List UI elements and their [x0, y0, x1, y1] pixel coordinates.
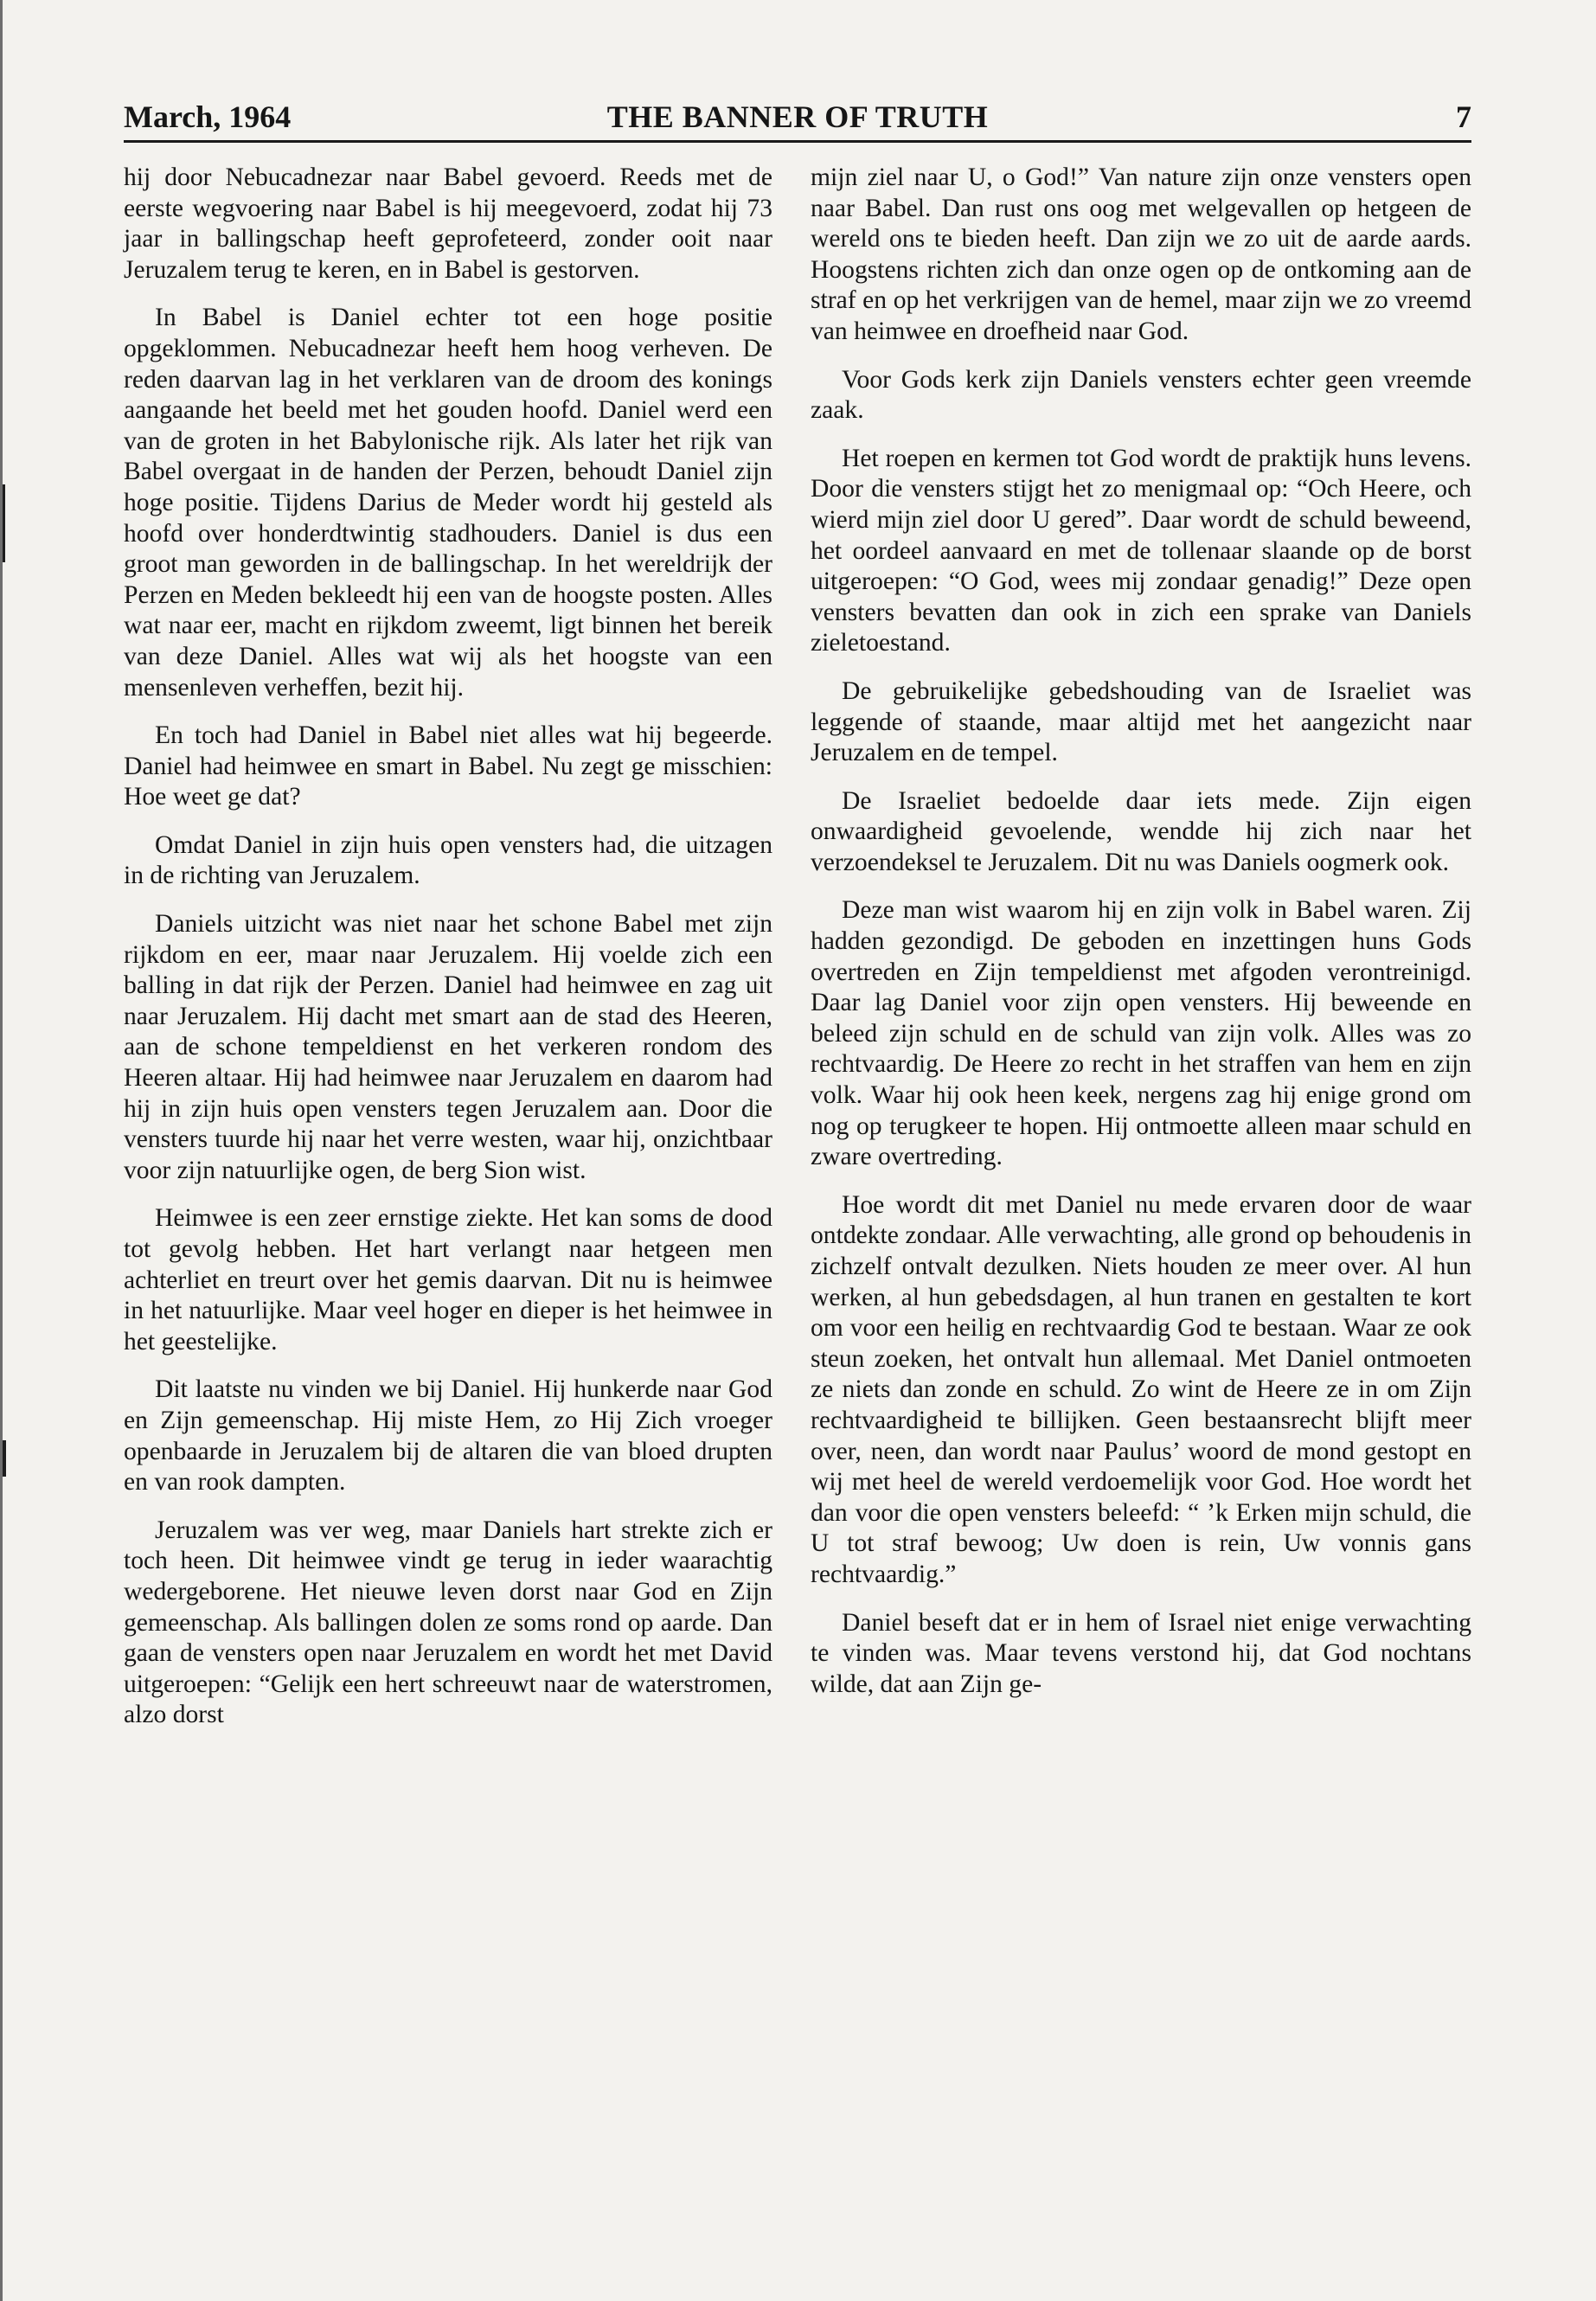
- paragraph: Het roepen en kermen tot God wordt de praktijk huns levens. Door die vensters stijgt het zo menigmaal op: “Och Heere, och wierd mijn ziel door U gered”. Daar wordt de schuld beweend, het oordeel aanvaard en met de tollenaar slaande op de borst uitgeroepen: “O God, wees mij zondaar genadig!” Deze open vensters bevatten dan ook in zich een sprake van Daniels zieletoestand.: [811, 444, 1471, 657]
- paragraph: Dit laatste nu vinden we bij Daniel. Hij hunkerde naar God en Zijn gemeenschap. Hij miste Hem, zo Hij Zich vroeger openbaarde in Jeruzalem bij de altaren die van bloed drupten en van rook dampten.: [124, 1375, 772, 1497]
- right-column: [811, 163, 1471, 1717]
- paragraph: In Babel is Daniel echter tot een hoge positie opgeklommen. Nebucadnezar heeft hem hoog verheven. De reden daarvan lag in het verklaren van de droom des konings aangaande het beeld met het gouden hoofd. Daniel werd een van de groten in het Babylonische rijk. Als later het rijk van Babel overgaat in de handen der Perzen, behoudt Daniel zijn hoge positie. Tijdens Darius de Meder wordt hij gesteld als hoofd over honderdtwintig stadhouders. Daniel is dus een groot man geworden in de ballingschap. In het wereldrijk der Perzen en Meden bekleedt hij een van de hoogste posten. Alles wat naar eer, macht en rijkdom zweemt, ligt binnen het bereik van deze Daniel. Alles wat wij als het hoogste van een mensenleven verheffen, bezit hij.: [124, 304, 772, 702]
- paragraph: Omdat Daniel in zijn huis open vensters had, die uitzagen in de richting van Jeruzalem.: [124, 830, 772, 890]
- paragraph: Daniels uitzicht was niet naar het schone Babel met zijn rijkdom en eer, maar naar Jeruzalem. Hij voelde zich een balling in dat rijk der Perzen. Daniel had heimwee en zag uit naar Jeruzalem. Hij dacht met smart aan de stad des Heeren, aan de schone tempeldienst en het verkeren rondom des Heeren altaar. Hij had heimwee naar Jeruzalem en daarom had hij in zijn huis open vensters tegen Jeruzalem aan. Door die vensters tuurde hij naar het verre westen, waar hij, onzichtbaar voor zijn natuurlijke ogen, de berg Sion wist.: [124, 910, 772, 1184]
- paragraph: Voor Gods kerk zijn Daniels vensters echter geen vreemde zaak.: [811, 365, 1471, 425]
- paragraph: Jeruzalem was ver weg, maar Daniels hart strekte zich er toch heen. Dit heimwee vindt ge terug in ieder waarachtig wedergeborene. Het nieuwe leven dorst naar God en Zijn gemeenschap. Als ballingen dolen ze soms rond op aarde. Dan gaan de vensters open naar Jeruzalem en wordt het met David uitgeroepen: “Gelijk een hert schreeuwt naar de waterstromen, alzo dorst: [124, 1516, 772, 1729]
- paragraph: En toch had Daniel in Babel niet alles wat hij begeerde. Daniel had heimwee en smart in Babel. Nu zegt ge misschien: Hoe weet ge dat?: [124, 721, 772, 811]
- paragraph: Daniel beseft dat er in hem of Israel niet enige verwachting te vinden was. Maar tevens verstond hij, dat God nochtans wilde, dat aan Zijn ge-: [811, 1608, 1471, 1698]
- running-header: [124, 97, 1471, 143]
- page-number: 7: [1456, 99, 1471, 134]
- paragraph: Hoe wordt dit met Daniel nu mede ervaren door de waar ontdekte zondaar. Alle verwachting, alle grond op behoudenis in zichzelf ontvalt dezulken. Niets houden ze meer over. Al hun werken, al hun gebedsdagen, al hun tranen en gestalten te kort om voor een heilig en rechtvaardig God te bestaan. Waar ze ook steun zoeken, het ontvalt hun allemaal. Met Daniel ontmoeten ze niets dan zonde en schuld. Zo wint de Heere ze in om Zijn rechtvaardigheid te billijken. Geen bestaansrecht blijft meer over, neen, dan wordt naar Paulus’ woord de mond gestopt en wij met heel de wereld verdoemelijk voor God. Hoe wordt het dan voor die open vensters beleefd: “ ’k Erken mijn schuld, die U tot straf bewoog; Uw doen is rein, Uw vonnis gans rechtvaardig.”: [811, 1190, 1471, 1588]
- scan-mark: [0, 0, 3, 2301]
- paragraph: De gebruikelijke gebedshouding van de Israeliet was leggende of staande, maar altijd met het aangezicht naar Jeruzalem en de tempel.: [811, 676, 1471, 767]
- left-column: [124, 163, 772, 1748]
- paragraph: Heimwee is een zeer ernstige ziekte. Het kan soms de dood tot gevolg hebben. Het hart verlangt naar hetgeen men achterliet en treurt over het gemis daarvan. Dit nu is heimwee in het natuurlijke. Maar veel hoger en dieper is het heimwee in het geestelijke.: [124, 1204, 772, 1356]
- paragraph: hij door Nebucadnezar naar Babel gevoerd. Reeds met de eerste wegvoering naar Babel is hij meegevoerd, zodat hij 73 jaar in ballingschap heeft geprofeteerd, zonder ooit naar Jeruzalem terug te keren, en in Babel is gestorven.: [124, 163, 772, 284]
- paragraph: Deze man wist waarom hij en zijn volk in Babel waren. Zij hadden gezondigd. De geboden en inzettingen huns Gods overtreden en Zijn tempeldienst met afgoden verontreinigd. Daar lag Daniel voor zijn open vensters. Hij beweende en beleed zijn schuld en de schuld van zijn volk. Alles was zo rechtvaardig. De Heere zo recht in het straffen van hem en zijn volk. Waar hij ook heen keek, nergens zag hij enige grond om nog op terugkeer te hopen. Hij ontmoette alleen maar schuld en zware overtreding.: [811, 896, 1471, 1171]
- paragraph: De Israeliet bedoelde daar iets mede. Zijn eigen onwaardigheid gevoelende, wendde hij zich naar het verzoendeksel te Jeruzalem. Dit nu was Daniels oogmerk ook.: [811, 786, 1471, 876]
- issue-date: March, 1964: [124, 99, 292, 134]
- paragraph: mijn ziel naar U, o God!” Van nature zijn onze vensters open naar Babel. Dan rust ons oog met welgevallen op hetgeen de wereld ons te bieden heeft. Dan zijn we zo uit de aarde aards. Hoogstens richten zich dan onze ogen op de ontkoming aan de straf en op het verkrijgen van de hemel, maar zijn we zo vreemd van heimwee en droefheid naar God.: [811, 163, 1471, 345]
- journal-title: THE BANNER OF TRUTH: [606, 99, 989, 134]
